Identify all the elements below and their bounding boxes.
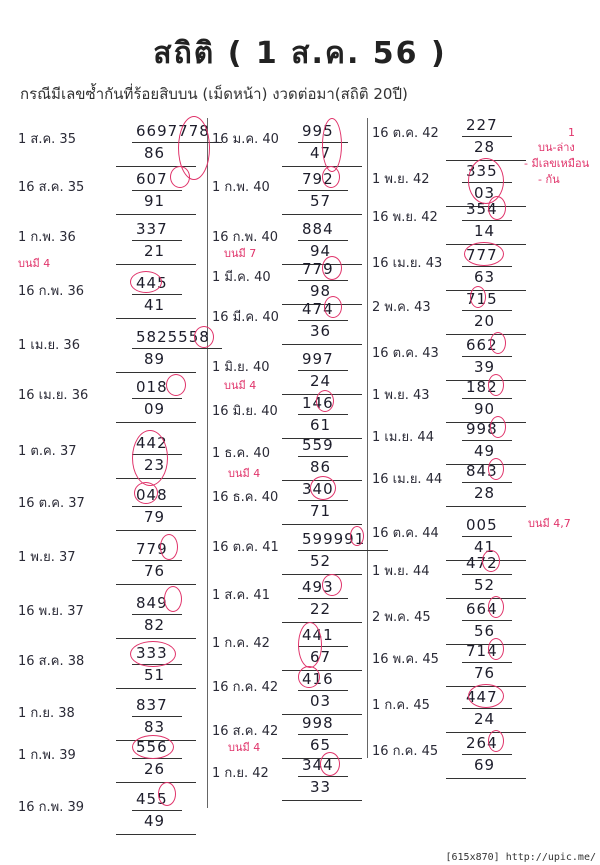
two-digit-number: 98 <box>310 282 332 300</box>
entry-underline <box>116 372 196 373</box>
number-rule <box>462 574 512 575</box>
two-digit-number: 89 <box>144 350 166 368</box>
entry-underline <box>282 524 362 525</box>
number-rule <box>298 240 348 241</box>
number-rule <box>462 708 512 709</box>
number-rule <box>462 754 512 755</box>
two-digit-number: 90 <box>474 400 496 418</box>
draw-date: 1 พ.ย. 42 <box>372 172 430 187</box>
entry-underline <box>282 214 362 215</box>
handwritten-note: บน-ล่าง <box>538 141 575 154</box>
first-prize-number: 340 <box>302 480 334 498</box>
draw-entry <box>372 200 584 246</box>
two-digit-number: 94 <box>310 242 332 260</box>
highlight-circle <box>322 166 340 188</box>
draw-date: 16 มิ.ย. 40 <box>212 404 278 419</box>
entry-underline <box>446 598 526 599</box>
handwritten-note: บนมี 7 <box>224 247 257 260</box>
first-prize-number: 779 <box>136 540 168 558</box>
draw-date: 16 ก.พ. 39 <box>18 800 85 815</box>
entry-underline <box>116 638 196 639</box>
draw-entry <box>372 336 584 382</box>
number-rule <box>298 776 348 777</box>
two-digit-number: 63 <box>474 268 496 286</box>
draw-date: 16 ม.ค. 40 <box>212 132 279 147</box>
two-digit-number: 83 <box>144 718 166 736</box>
entry-underline <box>282 622 362 623</box>
highlight-circle <box>298 622 322 668</box>
entry-underline <box>282 800 362 801</box>
number-rule <box>462 662 512 663</box>
draw-date: 16 มี.ค. 40 <box>212 310 279 325</box>
handwritten-note: - กัน <box>538 173 560 186</box>
first-prize-number: 837 <box>136 696 168 714</box>
first-prize-number: 998 <box>466 420 498 438</box>
highlight-circle <box>320 752 340 776</box>
first-prize-number: 995 <box>302 122 334 140</box>
number-rule <box>298 190 348 191</box>
draw-date: 1 ก.ย. 38 <box>18 706 75 721</box>
first-prize-number: 998 <box>302 714 334 732</box>
draw-entry <box>212 394 374 440</box>
number-rule <box>462 266 512 267</box>
draw-date: 16 ต.ค. 37 <box>18 496 85 511</box>
two-digit-number: 14 <box>474 222 496 240</box>
column-1 <box>18 110 208 850</box>
two-digit-number: 49 <box>144 812 166 830</box>
draw-date: 16 เม.ย. 43 <box>372 256 443 271</box>
two-digit-number: 03 <box>310 692 332 710</box>
two-digit-number: 67 <box>310 648 332 666</box>
number-rule <box>298 734 348 735</box>
draw-date: 1 ก.พ. 36 <box>18 230 76 245</box>
image-host-footer: [615x870] http://upic.me/ <box>445 852 596 863</box>
two-digit-number: 57 <box>310 192 332 210</box>
entry-underline <box>116 422 196 423</box>
first-prize-number: 474 <box>302 300 334 318</box>
number-rule <box>132 810 182 811</box>
first-prize-number: 005 <box>466 516 498 534</box>
number-rule <box>298 598 348 599</box>
entry-underline <box>116 688 196 689</box>
draw-entry <box>18 696 208 742</box>
two-digit-number: 33 <box>310 778 332 796</box>
two-digit-number: 76 <box>474 664 496 682</box>
highlight-circle <box>482 550 500 572</box>
highlight-circle <box>488 730 504 752</box>
draw-date: 1 ต.ค. 37 <box>18 444 77 459</box>
first-prize-number: 6697778 <box>136 122 210 140</box>
draw-date: 1 ก.ค. 45 <box>372 698 430 713</box>
draw-entry <box>18 434 208 480</box>
highlight-circle <box>194 326 214 348</box>
first-prize-number: 335 <box>466 162 498 180</box>
draw-date: 1 ส.ค. 35 <box>18 132 76 147</box>
two-digit-number: 61 <box>310 416 332 434</box>
number-rule <box>462 482 512 483</box>
two-digit-number: 47 <box>310 144 332 162</box>
entry-underline <box>282 166 362 167</box>
first-prize-number: 777 <box>466 246 498 264</box>
highlight-circle <box>490 332 506 354</box>
draw-date: 16 ก.ค. 45 <box>372 744 439 759</box>
first-prize-number: 472 <box>466 554 498 572</box>
number-rule <box>132 614 182 615</box>
draw-entry <box>212 170 374 216</box>
handwritten-note: บนมี 4 <box>18 257 51 270</box>
number-rule <box>298 690 348 691</box>
entry-underline <box>116 214 196 215</box>
draw-date: 1 เม.ย. 36 <box>18 338 80 353</box>
entry-underline <box>116 834 196 835</box>
handwritten-note: 1 <box>568 126 575 139</box>
entry-underline <box>446 334 526 335</box>
first-prize-number: 664 <box>466 600 498 618</box>
draw-date: 1 มี.ค. 40 <box>212 270 271 285</box>
draw-date: 1 มิ.ย. 40 <box>212 360 270 375</box>
draw-date: 1 พ.ย. 43 <box>372 388 430 403</box>
draw-date: 1 เม.ย. 44 <box>372 430 434 445</box>
highlight-circle <box>322 574 342 596</box>
number-rule <box>132 190 182 191</box>
highlight-circle <box>470 286 486 308</box>
highlight-circle <box>166 374 186 396</box>
entry-underline <box>446 732 526 733</box>
draw-entry <box>372 554 584 600</box>
number-rule <box>462 398 512 399</box>
draw-date: 16 พ.ย. 37 <box>18 604 84 619</box>
number-rule <box>132 506 182 507</box>
two-digit-number: 76 <box>144 562 166 580</box>
handwritten-note: บนมี 4 <box>228 467 261 480</box>
two-digit-number: 20 <box>474 312 496 330</box>
draw-date: 1 ก.ค. 42 <box>212 636 270 651</box>
draw-entry <box>18 738 208 784</box>
highlight-circle <box>488 458 504 480</box>
draw-entry <box>18 328 208 374</box>
highlight-circle <box>170 166 190 188</box>
number-rule <box>132 560 182 561</box>
number-rule <box>462 536 512 537</box>
first-prize-number: 662 <box>466 336 498 354</box>
first-prize-number: 227 <box>466 116 498 134</box>
draw-entry <box>212 756 374 802</box>
entry-underline <box>116 264 196 265</box>
draw-date: 2 พ.ค. 45 <box>372 610 431 625</box>
draw-date: 16 พ.ค. 45 <box>372 652 439 667</box>
highlight-circle <box>164 586 182 612</box>
draw-entry <box>18 486 208 532</box>
highlight-circle <box>160 534 178 560</box>
draw-date: 16 ก.ค. 42 <box>212 680 279 695</box>
draw-date: 16 ส.ค. 35 <box>18 180 85 195</box>
draw-entry <box>372 420 584 466</box>
column-3 <box>372 110 590 850</box>
draw-entry <box>212 480 374 526</box>
number-rule <box>462 440 512 441</box>
handwritten-note: บนมี 4 <box>228 741 261 754</box>
number-rule <box>298 320 348 321</box>
entry-underline <box>116 318 196 319</box>
first-prize-number: 556 <box>136 738 168 756</box>
highlight-circle <box>130 641 176 667</box>
entry-underline <box>116 584 196 585</box>
draw-date: 16 ก.พ. 36 <box>18 284 85 299</box>
draw-entry <box>18 540 208 586</box>
two-digit-number: 82 <box>144 616 166 634</box>
two-digit-number: 28 <box>474 138 496 156</box>
draw-date: 16 ต.ค. 44 <box>372 526 439 541</box>
first-prize-number: 779 <box>302 260 334 278</box>
handwritten-note: บนมี 4,7 <box>528 517 571 530</box>
number-rule <box>298 500 348 501</box>
two-digit-number: 41 <box>474 538 496 556</box>
two-digit-number: 24 <box>310 372 332 390</box>
two-digit-number: 26 <box>144 760 166 778</box>
highlight-circle <box>158 782 176 806</box>
draw-date: 16 เม.ย. 36 <box>18 388 89 403</box>
two-digit-number: 65 <box>310 736 332 754</box>
first-prize-number: 333 <box>136 644 168 662</box>
two-digit-number: 79 <box>144 508 166 526</box>
number-rule <box>462 136 512 137</box>
two-digit-number: 52 <box>310 552 332 570</box>
highlight-circle <box>488 596 504 618</box>
draw-date: 16 ส.ค. 42 <box>212 724 279 739</box>
two-digit-number: 24 <box>474 710 496 728</box>
two-digit-number: 23 <box>144 456 166 474</box>
first-prize-number: 264 <box>466 734 498 752</box>
highlight-circle <box>490 416 506 438</box>
first-prize-number: 442 <box>136 434 168 452</box>
draw-entry <box>372 600 584 646</box>
first-prize-number: 416 <box>302 670 334 688</box>
two-digit-number: 49 <box>474 442 496 460</box>
number-rule <box>462 220 512 221</box>
first-prize-number: 714 <box>466 642 498 660</box>
highlight-circle <box>322 256 342 280</box>
draw-date: 16 ต.ค. 42 <box>372 126 439 141</box>
two-digit-number: 41 <box>144 296 166 314</box>
draw-date: 1 ก.ย. 42 <box>212 766 269 781</box>
first-prize-number: 493 <box>302 578 334 596</box>
two-digit-number: 03 <box>474 184 496 202</box>
entry-underline <box>116 530 196 531</box>
draw-date: 16 ต.ค. 41 <box>212 540 279 555</box>
two-digit-number: 86 <box>144 144 166 162</box>
draw-date: 16 เม.ย. 44 <box>372 472 443 487</box>
page-title: สถิติ ( 1 ส.ค. 56 ) <box>153 36 447 71</box>
first-prize-number: 018 <box>136 378 168 396</box>
number-rule <box>132 294 182 295</box>
first-prize-number: 344 <box>302 756 334 774</box>
entry-underline <box>282 344 362 345</box>
draw-date: 16 ส.ค. 38 <box>18 654 85 669</box>
draw-entry <box>372 462 584 508</box>
number-rule <box>298 414 348 415</box>
draw-entry <box>212 300 374 346</box>
draw-date: 16 ก.พ. 40 <box>212 230 279 245</box>
two-digit-number: 39 <box>474 358 496 376</box>
first-prize-number: 559 <box>302 436 334 454</box>
draw-date: 1 พ.ย. 44 <box>372 564 430 579</box>
draw-date: 1 พ.ย. 37 <box>18 550 76 565</box>
two-digit-number: 21 <box>144 242 166 260</box>
draw-entry <box>18 790 208 836</box>
first-prize-number: 354 <box>466 200 498 218</box>
draw-entry <box>212 670 374 716</box>
draw-entry <box>212 578 374 624</box>
first-prize-number: 441 <box>302 626 334 644</box>
first-prize-number: 337 <box>136 220 168 238</box>
handwritten-note: บนมี 4 <box>224 379 257 392</box>
highlight-circle <box>468 684 504 708</box>
page-subtitle: กรณีมีเลขซ้ำกันที่ร้อยสิบบน (เม็ดหน้า) งวดต่อมา(สถิติ 20ปี) <box>20 85 408 103</box>
two-digit-number: 22 <box>310 600 332 618</box>
first-prize-number: 048 <box>136 486 168 504</box>
highlight-circle <box>310 476 336 500</box>
draw-date: 16 ธ.ค. 40 <box>212 490 279 505</box>
draw-entry <box>372 642 584 688</box>
highlight-circle <box>322 118 342 172</box>
number-rule <box>132 398 182 399</box>
number-rule <box>462 356 512 357</box>
number-rule <box>132 348 222 349</box>
highlight-circle <box>464 242 504 266</box>
draw-entry <box>212 122 374 168</box>
first-prize-number: 445 <box>136 274 168 292</box>
first-prize-number: 599991 <box>302 530 366 548</box>
two-digit-number: 71 <box>310 502 332 520</box>
draw-entry <box>18 644 208 690</box>
first-prize-number: 146 <box>302 394 334 412</box>
entry-underline <box>446 506 526 507</box>
number-rule <box>132 240 182 241</box>
two-digit-number: 28 <box>474 484 496 502</box>
entry-underline <box>446 778 526 779</box>
highlight-circle <box>316 390 334 412</box>
draw-date: 16 ต.ค. 43 <box>372 346 439 361</box>
column-2 <box>212 110 374 850</box>
first-prize-number: 849 <box>136 594 168 612</box>
first-prize-number: 607 <box>136 170 168 188</box>
two-digit-number: 36 <box>310 322 332 340</box>
number-rule <box>298 456 348 457</box>
entry-underline <box>116 782 196 783</box>
two-digit-number: 69 <box>474 756 496 774</box>
draw-date: 1 ก.พ. 39 <box>18 748 76 763</box>
highlight-circle <box>132 430 168 486</box>
draw-date: 1 ก.พ. 40 <box>212 180 270 195</box>
number-rule <box>298 370 348 371</box>
draw-date: 2 พ.ค. 43 <box>372 300 431 315</box>
first-prize-number: 884 <box>302 220 334 238</box>
draw-entry <box>372 378 584 424</box>
first-prize-number: 715 <box>466 290 498 308</box>
two-digit-number: 56 <box>474 622 496 640</box>
highlight-circle <box>298 666 320 688</box>
two-digit-number: 51 <box>144 666 166 684</box>
two-digit-number: 91 <box>144 192 166 210</box>
draw-date: 1 ส.ค. 41 <box>212 588 270 603</box>
highlight-circle <box>350 526 364 546</box>
first-prize-number: 182 <box>466 378 498 396</box>
number-rule <box>132 716 182 717</box>
highlight-circle <box>132 735 174 759</box>
first-prize-number: 447 <box>466 688 498 706</box>
first-prize-number: 455 <box>136 790 168 808</box>
highlight-circle <box>130 271 162 293</box>
two-digit-number: 52 <box>474 576 496 594</box>
first-prize-number: 5825558 <box>136 328 210 346</box>
two-digit-number: 09 <box>144 400 166 418</box>
two-digit-number: 86 <box>310 458 332 476</box>
draw-date: 16 พ.ย. 42 <box>372 210 438 225</box>
draw-entry <box>18 274 208 320</box>
number-rule <box>462 620 512 621</box>
number-rule <box>462 310 512 311</box>
highlight-circle <box>488 196 506 220</box>
first-prize-number: 997 <box>302 350 334 368</box>
first-prize-number: 792 <box>302 170 334 188</box>
draw-entry <box>212 626 374 672</box>
number-rule <box>298 280 348 281</box>
highlight-circle <box>488 638 504 660</box>
highlight-circle <box>134 482 158 504</box>
handwritten-note: - มีเลขเหมือน <box>524 157 590 170</box>
first-prize-number: 843 <box>466 462 498 480</box>
highlight-circle <box>488 374 504 396</box>
draw-date: 1 ธ.ค. 40 <box>212 446 270 461</box>
draw-entry <box>372 734 584 780</box>
highlight-circle <box>324 296 342 318</box>
entry-underline <box>282 574 362 575</box>
